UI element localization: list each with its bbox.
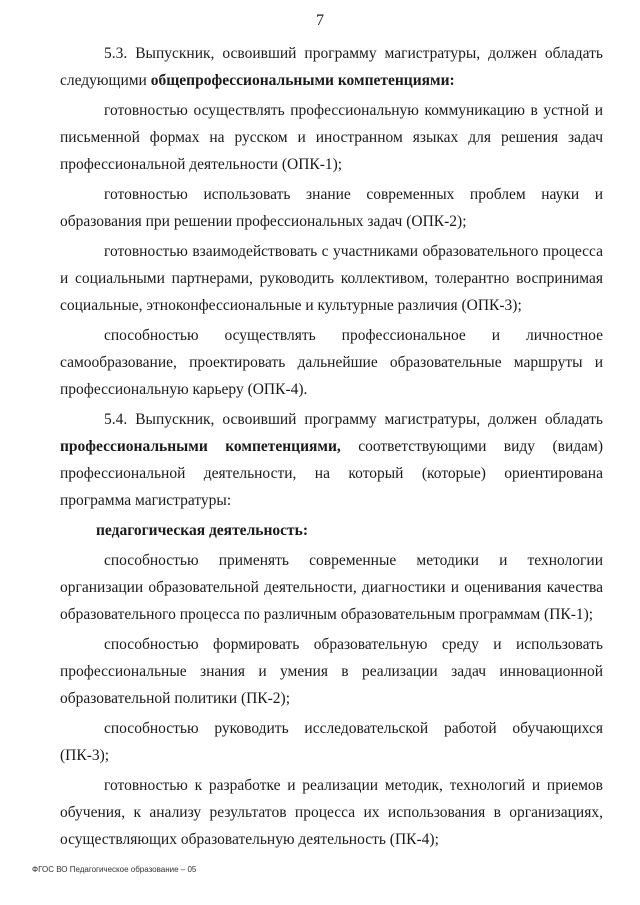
- document-footer: ФГОС ВО Педагогическое образование – 05: [32, 865, 197, 874]
- competency-opk-4: способностью осуществлять профессиональное и личностное самообразование, проектировать дальнейшие образовательные маршруты и профессиональную карьеру (ОПК-4).: [60, 327, 603, 398]
- competency-opk-3: готовностью взаимодействовать с участниками образовательного процесса и социальными партнерами, руководить коллективом, толерантно воспринимая социальные, этноконфессиональные и культурные различия (ОПК-3);: [60, 243, 603, 314]
- paragraph-5-3: [60, 40, 603, 94]
- activity-type-heading: педагогическая деятельность:: [96, 522, 308, 539]
- competency-pk-4: готовностью к разработке и реализации методик, технологий и приемов обучения, к анализу результатов процесса их использования в организациях, осуществляющих образовательную деятельность (ПК-4);: [60, 777, 603, 848]
- paragraph-5-4: [60, 406, 603, 514]
- paragraph-5-3-text: 5.3. Выпускник, освоивший программу магистратуры, должен обладать следующими: [60, 45, 603, 89]
- competency-opk-2: готовностью использовать знание современных проблем науки и образования при решении профессиональных задач (ОПК-2);: [60, 186, 603, 230]
- competency-pk-2: способностью формировать образовательную среду и использовать профессиональные знания и умения в реализации задач инновационной образовательной политики (ПК-2);: [60, 636, 603, 707]
- competency-opk-1: готовностью осуществлять профессиональную коммуникацию в устной и письменной формах на русском и иностранном языках для решения задач профессиональной деятельности (ОПК-1);: [60, 102, 603, 173]
- paragraph-5-4-tail: соответствующими виду (видам) профессиональной деятельности, на который (которые) ориентирована программа магистратуры:: [60, 438, 603, 509]
- page-number: 7: [316, 12, 324, 29]
- competency-pk-1: способностью применять современные методики и технологии организации образовательной деятельности, диагностики и оценивания качества образовательного процесса по различным образовательным программам (ПК-1);: [60, 552, 603, 623]
- professional-competencies-term: профессиональными компетенциями,: [60, 438, 341, 455]
- general-professional-competencies-term: общепрофессиональными компетенциями:: [150, 72, 455, 89]
- competency-pk-3: способностью руководить исследовательской работой обучающихся (ПК-3);: [60, 720, 603, 764]
- document-body: [60, 40, 603, 856]
- paragraph-5-4-text: 5.4. Выпускник, освоивший программу магистратуры, должен обладать: [104, 411, 603, 428]
